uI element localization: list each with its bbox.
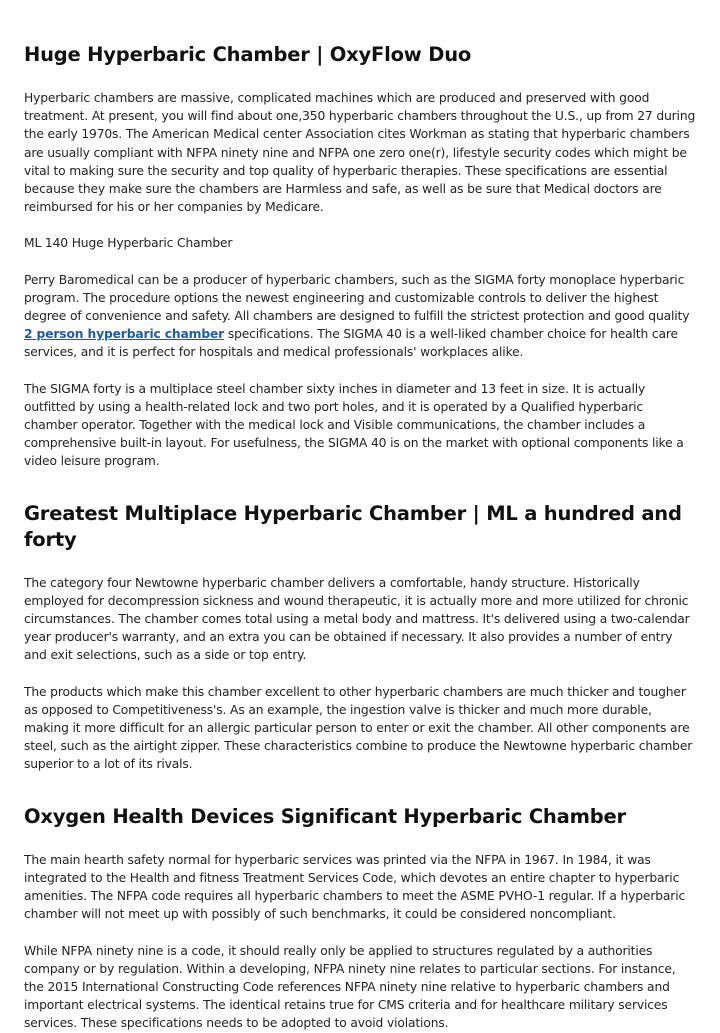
paragraph-nfpa-code: While NFPA ninety nine is a code, it should really only be applied to structures regulated by a authorities company or by regulation. Within a developing, NFPA ninety nine relates to particular sections. For instance, the 2015 International Constructing Code references NFPA ninety nine relative to hyperbaric chambers and important electrical systems. The identical retains true for CMS criteria and for healthcare military services services. These specifications needs to be adopted to avoid violations. — [24, 943, 676, 1031]
page-title: Huge Hyperbaric Chamber | OxyFlow Duo — [24, 43, 472, 66]
two-person-chamber-link[interactable]: 2 person hyperbaric chamber — [24, 327, 225, 342]
paragraph-nfpa-history: The main hearth safety normal for hyperbaric services was printed via the NFPA in 1967. In 1984, it was integrated to the Health and fitness Treatment Services Code, which devotes an entire chapter to hyperbaric amenities. The NFPA code requires all hyperbaric chambers to meet the ASME PVHO-1 regular. If a hyperbaric chamber will not meet up with possibly of such benchmarks, it could be considered noncompliant. — [24, 852, 686, 922]
section-heading-oxygen-health: Oxygen Health Devices Significant Hyperbaric Chamber — [24, 804, 626, 828]
paragraph-subtitle: ML 140 Huge Hyperbaric Chamber — [24, 236, 233, 251]
paragraph-text-before-link: Perry Baromedical can be a producer of hyperbaric chambers, such as the SIGMA forty monoplace hyperbaric program. The procedure options the newest engineering and customizable controls to deliver the highest degree of convenience and safety. All chambers are designed to fulfill the strictest protection and good quality — [24, 272, 690, 324]
paragraph-intro: Hyperbaric chambers are massive, complicated machines which are produced and preserved with good treatment. At present, you will find about one,350 hyperbaric chambers throughout the U.S., up from 27 during the early 1970s. The American Medical center Association cites Workman as stating that hyperbaric chambers are usually compliant with NFPA ninety nine and NFPA one zero one(r), lifestyle security codes which might be vital to making sure the security and top quality of hyperbaric therapies. These specifications are essential because they make sure the chambers are Harmless and safe, as well as be sure that Medical doctors are reimbursed for his or her companies by Medicare. — [24, 91, 696, 215]
paragraph-products: The products which make this chamber excellent to other hyperbaric chambers are much thicker and tougher as opposed to Competitiveness's. As an example, the ingestion valve is thicker and much more durable, making it more difficult for an allergic particular person to enter or exit the chamber. All other components are steel, such as the airtight zipper. These characteristics combine to produce the Newtowne hyperbaric chamber superior to a lot of its rivals. — [24, 684, 693, 772]
paragraph-sigma-forty: The SIGMA forty is a multiplace steel chamber sixty inches in diameter and 13 feet in size. It is actually outfitted by using a health-related lock and two port holes, and it is operated by a Qualified hyperbaric chamber operator. Together with the medical lock and Visible communications, the chamber includes a comprehensive built-in layout. For usefulness, the SIGMA 40 is on the market with optional components like a video leisure program. — [24, 381, 684, 469]
paragraph-newtowne: The category four Newtowne hyperbaric chamber delivers a comfortable, handy structure. Historically employed for decompression sickness and wound therapeutic, it is actually more and more utilized for chronic circumstances. The chamber comes total using a metal body and mattress. It's delivered using a two-calendar year producer's warranty, and an extra you can be obtained if necessary. It also provides a number of entry and exit selections, such as a side or top entry. — [24, 575, 690, 663]
section-heading-multiplace: Greatest Multiplace Hyperbaric Chamber | ML a hundred and forty — [24, 501, 682, 551]
paragraph-text-after-link: specifications. The SIGMA 40 is a well-liked chamber choice for health care services, and it is perfect for hospitals and medical professionals' workplaces alike. — [24, 327, 678, 360]
paragraph-perry-baromedical — [24, 271, 696, 362]
